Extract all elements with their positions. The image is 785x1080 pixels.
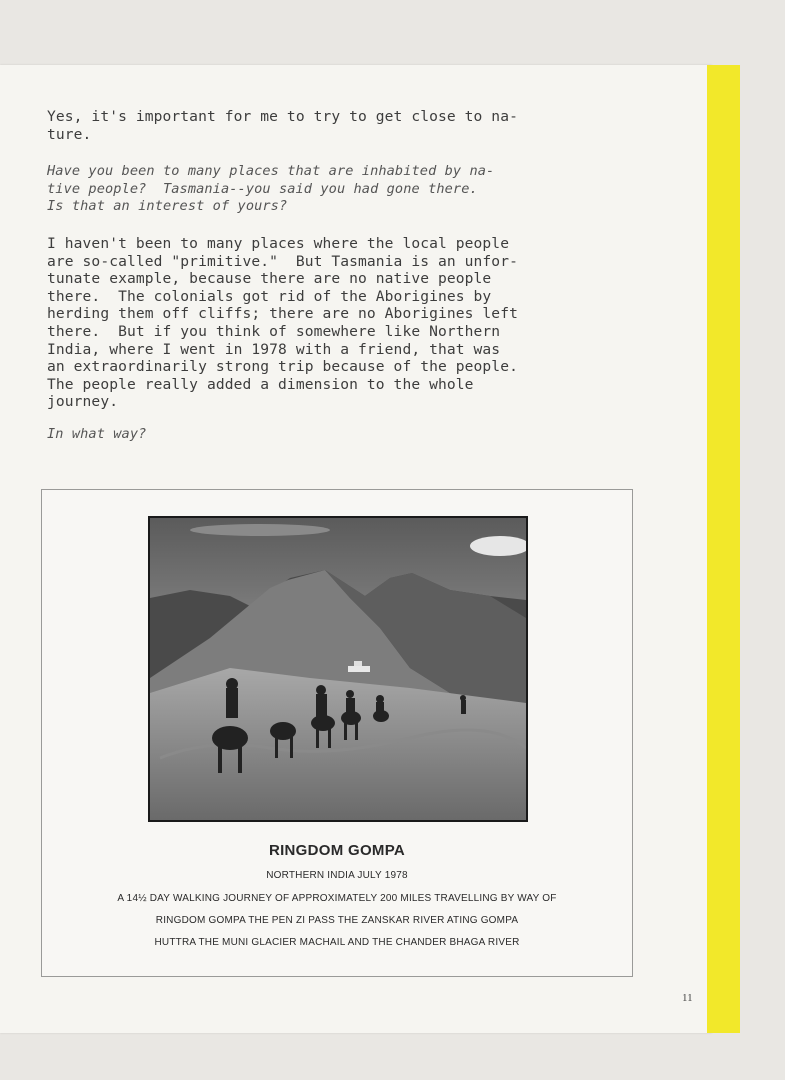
mountain-trek-photo — [148, 516, 528, 822]
caption-line-3: HUTTRA THE MUNI GLACIER MACHAIL AND THE CHANDER BHAGA RIVER — [154, 937, 520, 948]
interview-question-1: Have you been to many places that are inhabited by na- tive people? Tasmania--you said you had gone there. Is that an interest of yours? — [47, 163, 495, 215]
yellow-page-edge — [707, 65, 740, 1033]
caption-line-1: A 14½ DAY WALKING JOURNEY OF APPROXIMATELY 200 MILES TRAVELLING BY WAY OF — [117, 893, 557, 904]
photo-title: RINGDOM GOMPA — [268, 842, 406, 859]
photo-caption-panel — [41, 489, 633, 977]
mountain-landscape-image — [150, 518, 526, 820]
caption-line-2: RINGDOM GOMPA THE PEN ZI PASS THE ZANSKAR RIVER ATING GOMPA — [155, 915, 519, 926]
answer-paragraph-2: I haven't been to many places where the local people are so-called "primitive." But Tasmania is an unfor- tunate example, because there are no native people there. The colonials got rid of the Aborigines by herding them off cliffs; there are no Aborigines left there. But if you think of somewhere like Northern India, where I went in 1978 with a friend, that was an extraordinarily strong trip because of the people. The people really added a dimension to the whole journey. — [47, 235, 518, 411]
page-number: 11 — [682, 992, 693, 1004]
answer-paragraph-1: Yes, it's important for me to try to get close to na- ture. — [47, 108, 518, 143]
interview-question-2: In what way? — [47, 426, 147, 442]
photo-location-date: NORTHERN INDIA JULY 1978 — [266, 870, 408, 881]
